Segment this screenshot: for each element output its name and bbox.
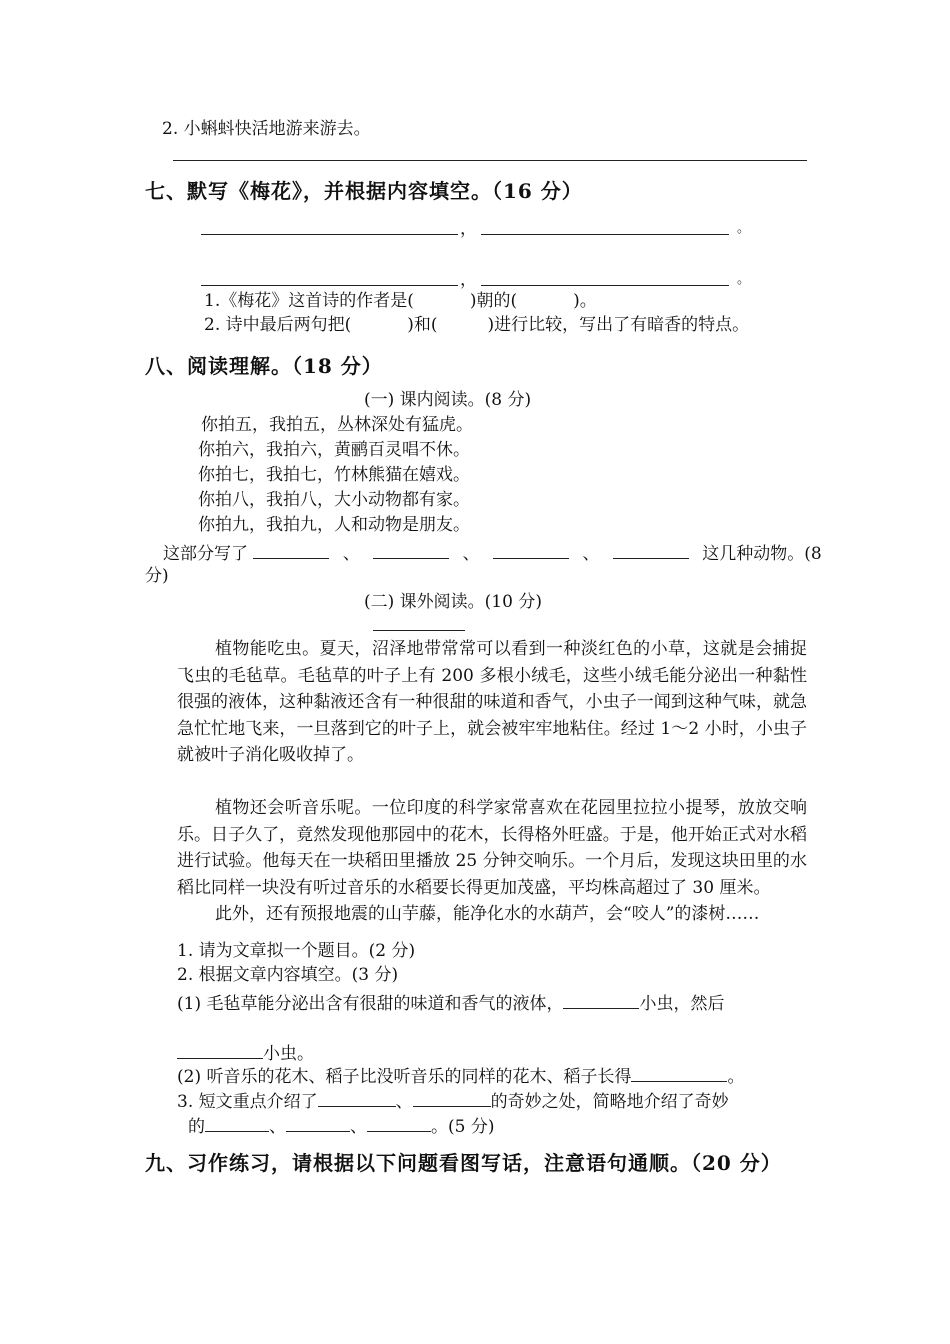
q-text: 。 bbox=[727, 1067, 745, 1087]
question-8-2-3-cont bbox=[188, 1113, 494, 1138]
section-9-title: 九、习作练习，请根据以下问题看图写话，注意语句通顺。（20 分） bbox=[145, 1151, 782, 1175]
poem-line-2-blank[interactable] bbox=[481, 234, 729, 235]
comma: ， bbox=[460, 219, 477, 239]
comma: ， bbox=[460, 270, 477, 290]
q-text: )。 bbox=[573, 291, 597, 311]
answer-line[interactable] bbox=[173, 160, 807, 161]
answer-blank[interactable] bbox=[563, 990, 639, 1009]
passage-paragraph-3: 此外，还有预报地震的山芋藤，能净化水的水葫芦，会“咬人”的漆树…… bbox=[215, 904, 760, 924]
question-7-1 bbox=[204, 290, 597, 312]
answer-blank[interactable] bbox=[631, 1063, 727, 1082]
answer-blank[interactable] bbox=[367, 1113, 431, 1132]
q-text: 的奇妙之处，简略地介绍了奇妙 bbox=[490, 1092, 729, 1112]
answer-blank[interactable] bbox=[613, 540, 689, 559]
q-text: )和( bbox=[407, 315, 438, 335]
poem-line: 你拍五，我拍五，丛林深处有猛虎。 bbox=[201, 415, 473, 435]
passage-paragraph-1: 植物能吃虫。夏天，沼泽地带常常可以看到一种淡红色的小草，这就是会捕捉飞虫的毛毡草。毛毡草的叶子上有 200 多根小绒毛，这些小绒毛能分泌出一种黏性很强的液体，这种黏液还含有一种很甜的味道和香气，小虫子一闻到这种气味，就急急忙忙地飞来，一旦落到它的叶子上，就会被牢牢地粘住。经过 1～2 小时，小虫子就被叶子消化吸收掉了。 bbox=[177, 639, 807, 765]
q-text: (1) 毛毡草能分泌出含有很甜的味道和香气的液体， bbox=[177, 994, 564, 1014]
part-1-title: (一) 课内阅读。(8 分) bbox=[364, 390, 532, 410]
question-8-1 bbox=[163, 540, 822, 565]
q-score: 分) bbox=[145, 566, 169, 586]
question-8-2-2-1 bbox=[177, 990, 724, 1015]
q-text: 、 bbox=[582, 544, 600, 564]
poem-line: 你拍七，我拍七，竹林熊猫在嬉戏。 bbox=[198, 465, 470, 485]
poem-line: 你拍八，我拍八，大小动物都有家。 bbox=[198, 490, 470, 510]
q-text: 、 bbox=[350, 1117, 367, 1137]
q-text: 2. 诗中最后两句把( bbox=[204, 315, 352, 335]
sentence-item-2: 2. 小蝌蚪快活地游来游去。 bbox=[162, 119, 371, 139]
answer-blank[interactable] bbox=[253, 540, 329, 559]
q-text: 、 bbox=[462, 544, 480, 564]
poem-line: 你拍六，我拍六，黄鹂百灵唱不休。 bbox=[198, 440, 470, 460]
question-8-2-2: 2. 根据文章内容填空。(3 分) bbox=[177, 965, 399, 985]
q-text: 小虫。 bbox=[263, 1044, 314, 1064]
section-7-title: 七、默写《梅花》，并根据内容填空。（16 分） bbox=[145, 179, 583, 203]
answer-blank[interactable] bbox=[373, 540, 449, 559]
section-8-title: 八、阅读理解。（18 分） bbox=[145, 354, 383, 378]
question-8-2-2-1-cont bbox=[177, 1040, 314, 1065]
question-8-2-2-2 bbox=[177, 1063, 744, 1088]
q-text: 、 bbox=[342, 544, 360, 564]
poem-line-4-blank[interactable] bbox=[481, 285, 729, 286]
q-text: )朝的( bbox=[469, 291, 518, 311]
period: 。 bbox=[737, 221, 751, 236]
question-7-2 bbox=[204, 314, 749, 336]
period: 。 bbox=[737, 272, 751, 287]
answer-blank[interactable] bbox=[286, 1113, 350, 1132]
answer-blank[interactable] bbox=[205, 1113, 269, 1132]
title-answer-line[interactable] bbox=[373, 630, 465, 631]
q-text: (2) 听音乐的花木、稻子比没听音乐的同样的花木、稻子长得 bbox=[177, 1067, 632, 1087]
q-text: 、 bbox=[395, 1092, 413, 1112]
q-text: 这部分写了 bbox=[163, 544, 248, 564]
q-text: 3. 短文重点介绍了 bbox=[177, 1092, 318, 1112]
q-text: 1.《梅花》这首诗的作者是( bbox=[204, 291, 414, 311]
q-text: 、 bbox=[269, 1117, 286, 1137]
passage-paragraph-2: 植物还会听音乐呢。一位印度的科学家常喜欢在花园里拉拉小提琴，放放交响乐。日子久了，竟然发现他那园中的花木，长得格外旺盛。于是，他开始正式对水稻进行试验。他每天在一块稻田里播放 25 分钟交响乐。一个月后，发现这块田里的水稻比同样一块没有听过音乐的水稻要长得更加茂盛，平均株高超过了 30 厘米。 bbox=[177, 798, 807, 898]
q-text: )进行比较，写出了有暗香的特点。 bbox=[487, 315, 750, 335]
poem-line: 你拍九，我拍九，人和动物是朋友。 bbox=[198, 515, 470, 535]
q-text: 小虫，然后 bbox=[639, 994, 725, 1014]
answer-blank[interactable] bbox=[177, 1040, 263, 1059]
poem-line-3-blank[interactable] bbox=[201, 285, 458, 286]
poem-line-1-blank[interactable] bbox=[201, 234, 458, 235]
q-text: 。(5 分) bbox=[431, 1117, 495, 1137]
question-8-2-1: 1. 请为文章拟一个题目。(2 分) bbox=[177, 941, 416, 961]
question-8-2-3 bbox=[177, 1088, 729, 1113]
answer-blank[interactable] bbox=[493, 540, 569, 559]
q-text: 这几种动物。(8 bbox=[702, 544, 822, 564]
answer-blank[interactable] bbox=[413, 1088, 491, 1107]
part-2-title: (二) 课外阅读。(10 分) bbox=[364, 592, 542, 612]
q-text: 的 bbox=[188, 1117, 205, 1137]
answer-blank[interactable] bbox=[318, 1088, 396, 1107]
